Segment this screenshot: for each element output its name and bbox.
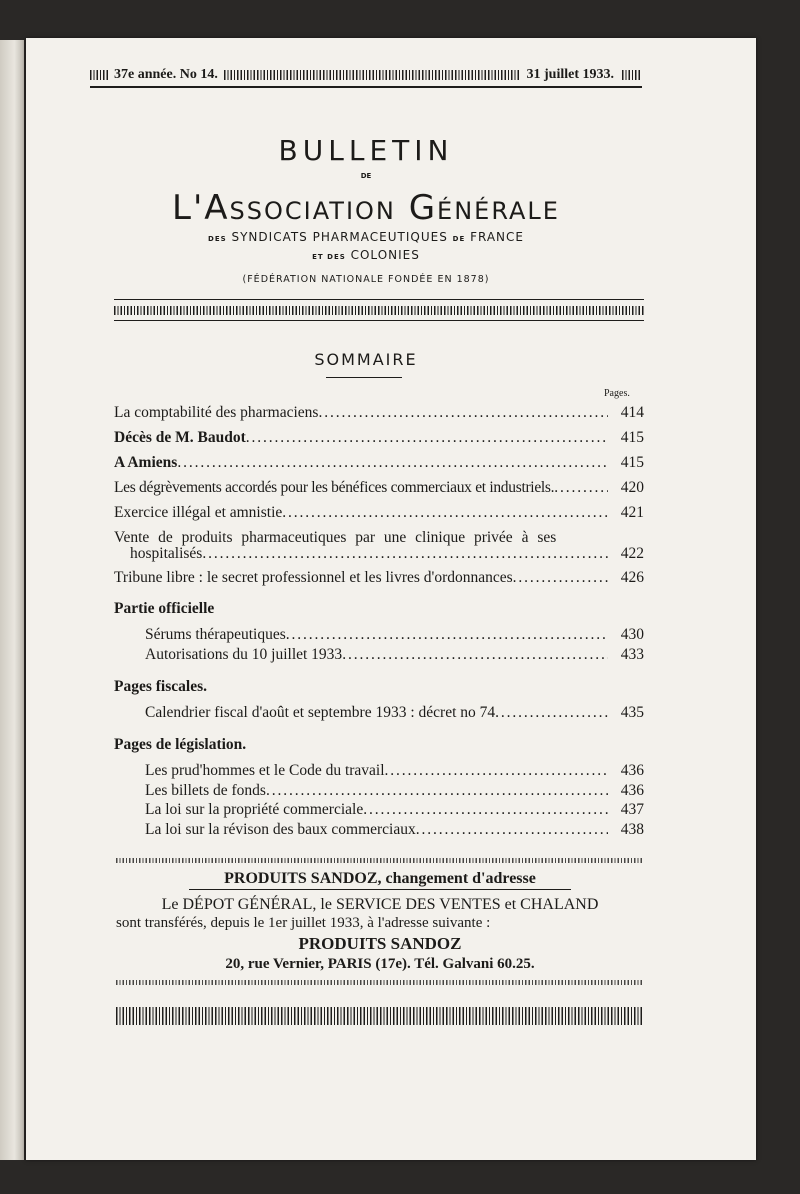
notice-heading-underline [189, 889, 571, 890]
toc-entry[interactable]: A Amiens . . . 415 [114, 454, 644, 472]
toc-entry[interactable]: La comptabilité des pharmaciens . . . 414 [114, 404, 644, 422]
notice-heading: PRODUITS SANDOZ, changement d'adresse [224, 870, 536, 887]
de-label: DE [360, 172, 372, 180]
toc-entry[interactable]: Les prud'hommes et le Code du travail . . . 436 [145, 762, 644, 780]
notice-line1: Le DÉPOT GÉNÉRAL, le SERVICE DES VENTES et CHALAND [161, 896, 599, 913]
toc-entry[interactable]: Les billets de fonds . . . 436 [145, 782, 644, 800]
toc-entry[interactable]: Calendrier fiscal d'août et septembre 1933 : décret no 74 . . . 435 [145, 704, 644, 722]
toc-entry[interactable]: Tribune libre : le secret professionnel et les livres d'ordonnances . . . 426 [114, 569, 644, 587]
header-rule [90, 86, 642, 88]
notice-line2: sont transférés, depuis le 1er juillet 1933, à l'adresse suivante : [116, 915, 491, 931]
toc-entry[interactable]: La loi sur la révison des baux commerciaux . . . 438 [145, 821, 644, 839]
toc-entry[interactable]: Autorisations du 10 juillet 1933 . . . 433 [145, 646, 644, 664]
syndicats-line: DES SYNDICATS PHARMACEUTIQUES DE FRANCE [208, 230, 524, 244]
issue-date: 31 juillet 1933. [526, 67, 614, 82]
toc-entry[interactable]: Décès de M. Baudot . . . 415 [114, 429, 644, 447]
sommaire-flourish [326, 377, 402, 378]
toc-entry[interactable]: Les dégrèvements accordés pour les bénéfices commerciaux et industriels. . . . 420 [114, 479, 644, 497]
header-ornament [90, 70, 108, 80]
header-ornament [622, 70, 642, 80]
document-page [26, 38, 756, 1160]
toc-entry-line1[interactable]: Vente de produits pharmaceutiques par une clinique privée à ses [114, 529, 557, 546]
issue-header [90, 66, 642, 84]
notice-company: PRODUITS SANDOZ [298, 934, 462, 953]
ornamental-band [114, 306, 644, 315]
header-ornament [224, 70, 521, 80]
sommaire-title: SOMMAIRE [314, 350, 418, 369]
notice-rule-bottom [116, 980, 644, 985]
federation-line: (FÉDÉRATION NATIONALE FONDÉE EN 1878) [242, 274, 490, 285]
bottom-ornamental-band [116, 1007, 644, 1025]
pages-label: Pages. [604, 388, 630, 399]
notice-address: 20, rue Vernier, PARIS (17e). Tél. Galvani 60.25. [225, 956, 535, 972]
band-rule-top [114, 299, 644, 300]
facing-page-edge [0, 40, 24, 1160]
section-heading: Pages fiscales. [114, 678, 207, 695]
band-rule-bottom [114, 320, 644, 321]
toc-entry[interactable]: Sérums thérapeutiques . . . 430 [145, 626, 644, 644]
toc-entry-line2[interactable]: hospitalisés . . . 422 [130, 545, 644, 563]
toc-entry[interactable]: La loi sur la propriété commerciale . . . 437 [145, 801, 644, 819]
notice-rule-top [116, 858, 644, 863]
colonies-line: ET DES COLONIES [312, 248, 420, 262]
bulletin-title: BULLETIN [278, 134, 454, 167]
section-heading: Pages de législation. [114, 736, 247, 753]
section-heading: Partie officielle [114, 600, 215, 617]
toc-entry[interactable]: Exercice illégal et amnistie . . . 421 [114, 504, 644, 522]
issue-number: 37e année. No 14. [114, 67, 218, 82]
association-title: L'Association Générale [172, 188, 560, 228]
